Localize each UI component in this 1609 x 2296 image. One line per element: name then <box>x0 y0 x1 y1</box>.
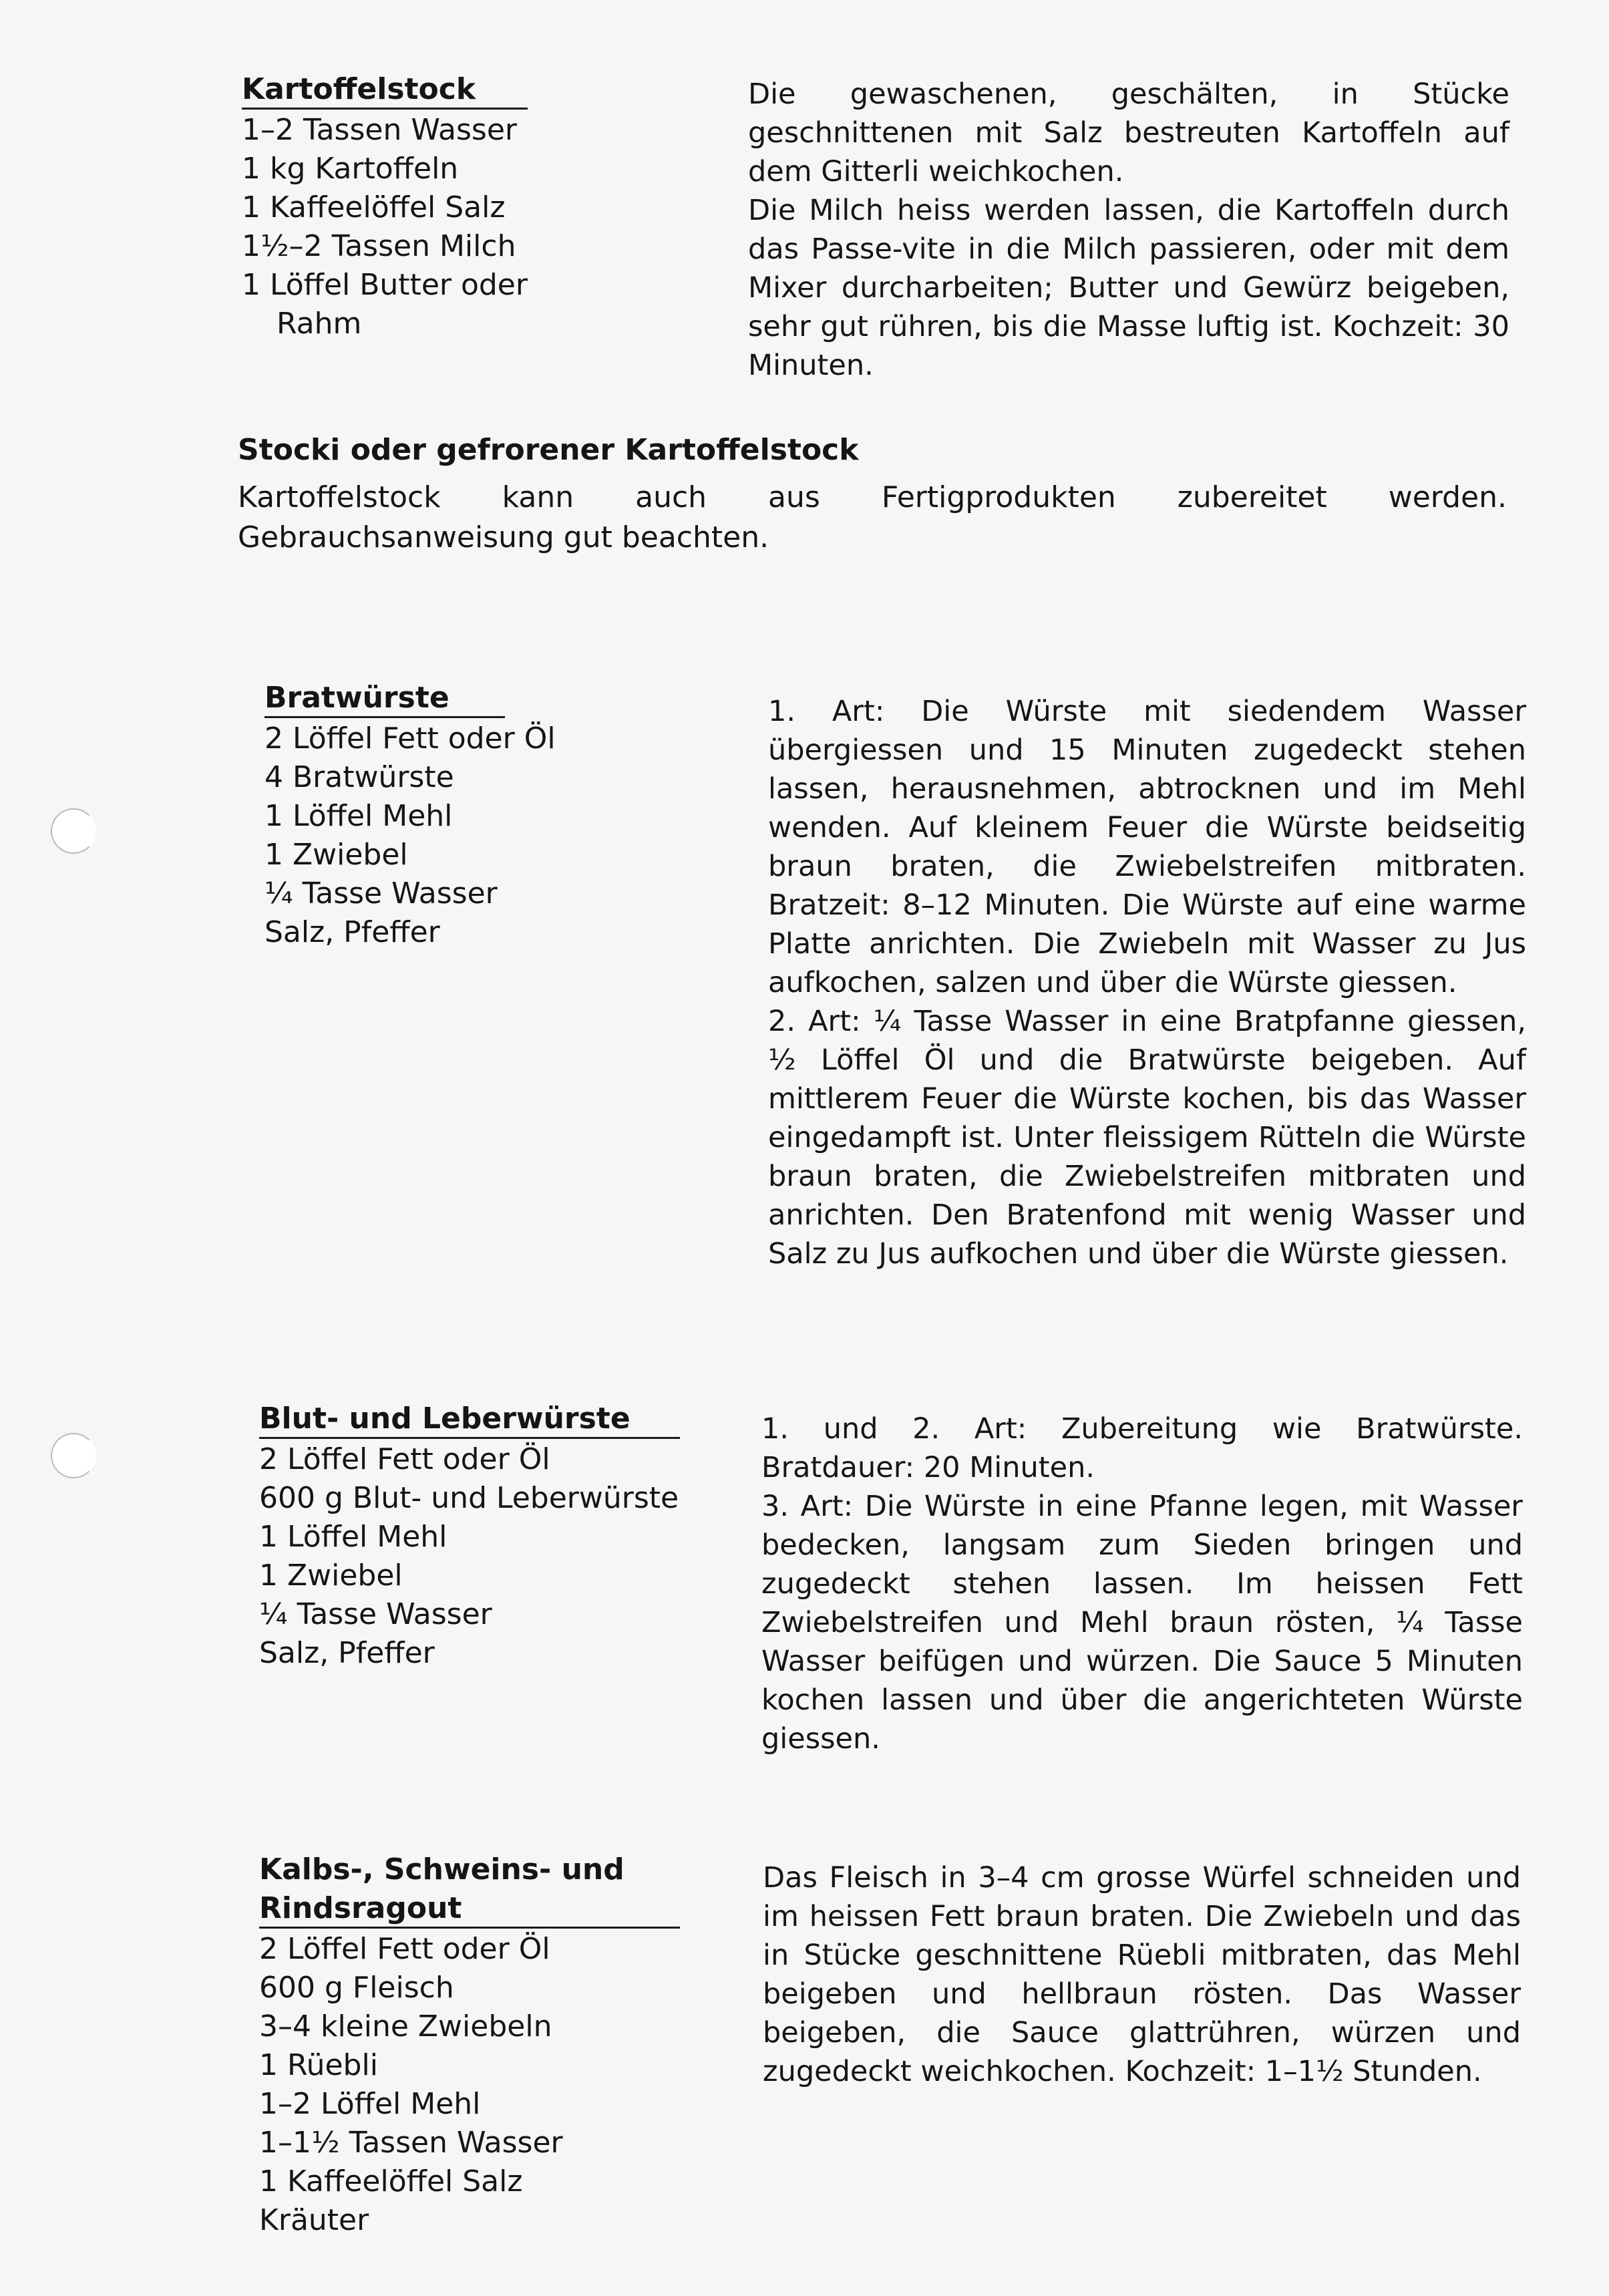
instruction-paragraph: 3. Art: Die Würste in eine Pfanne legen, mit Wasser bedecken, langsam zum Sieden bringen und zugedeckt stehen lassen. Im heissen Fett Zwiebelstreifen und Mehl braun rösten, ¼ Tasse Wasser beifügen und würzen. Die Sauce 5 Minuten kochen lassen und über die angerichteten Würste giessen. <box>761 1490 1523 1756</box>
ingredient-list <box>259 1930 700 2240</box>
ingredient: 1 Kaffeelöffel Salz <box>259 2164 523 2198</box>
ragout-instructions <box>763 1858 1521 2091</box>
ingredient: 1–2 Löffel Mehl <box>259 2087 481 2121</box>
ingredient-list <box>259 1440 740 1673</box>
ingredient: Salz, Pfeffer <box>264 915 440 949</box>
ingredient: 1 Löffel Mehl <box>259 1520 448 1554</box>
kartoffelstock-ingredients-block <box>242 70 556 343</box>
instruction-paragraph: 1. Art: Die Würste mit siedendem Wasser übergiessen und 15 Minuten zugedeckt stehen lassen, herausnehmen, abtrocknen und im Mehl wenden. Auf kleinem Feuer die Würste beidseitig braun braten, die Zwiebelstreifen mitbraten. Bratzeit: 8–12 Minuten. Die Würste auf eine warme Platte anrichten. Die Zwiebeln mit Wasser zu Jus aufkochen, salzen und über die Würste giessen. <box>768 695 1526 999</box>
recipe-title-ragout-line2: Rindsragout <box>259 1891 462 1925</box>
ingredient: ¼ Tasse Wasser <box>264 876 498 911</box>
punch-hole <box>51 1433 96 1478</box>
punch-hole <box>51 808 96 854</box>
ingredient: 1 Löffel Butter oder <box>242 268 528 302</box>
ingredient: 4 Bratwürste <box>264 760 454 794</box>
blutwuerste-ingredients-block <box>259 1400 740 1673</box>
ingredient: ¼ Tasse Wasser <box>259 1597 492 1631</box>
ingredient: 2 Löffel Fett oder Öl <box>264 721 556 756</box>
ingredient: 1–2 Tassen Wasser <box>242 113 517 147</box>
ingredient: 1 Löffel Mehl <box>264 799 453 833</box>
recipe-title-ragout-line1: Kalbs-, Schweins- und <box>259 1852 624 1887</box>
ingredient: 2 Löffel Fett oder Öl <box>259 1932 550 1966</box>
ingredient-list <box>264 719 639 952</box>
ingredient: 1–1½ Tassen Wasser <box>259 2126 563 2160</box>
ingredient-list <box>242 111 556 343</box>
instruction-paragraph: Das Fleisch in 3–4 cm grosse Würfel schneiden und im heissen Fett braun braten. Die Zwiebeln und das in Stücke geschnittene Rüebli mitbraten, das Mehl beigeben und hellbraun rösten. Das Wasser beigeben, die Sauce glattrühren, würzen und zugedeckt weichkochen. Kochzeit: 1–1½ Stunden. <box>763 1861 1521 2088</box>
recipe-title-blutwuerste: Blut- und Leberwürste <box>259 1402 631 1436</box>
ingredient: 1 kg Kartoffeln <box>242 152 459 186</box>
ragout-ingredients-block <box>259 1850 700 2240</box>
recipe-title-kartoffelstock: Kartoffelstock <box>242 72 476 106</box>
ingredient: 1 Rüebli <box>259 2048 378 2082</box>
instruction-paragraph: 1. und 2. Art: Zubereitung wie Bratwürste. Bratdauer: 20 Minuten. <box>761 1412 1523 1484</box>
ingredient: 1 Zwiebel <box>259 1559 403 1593</box>
blutwuerste-instructions <box>761 1410 1523 1758</box>
recipe-title-stocki: Stocki oder gefrorener Kartoffelstock <box>238 433 859 467</box>
bratwuerste-instructions <box>768 692 1526 1273</box>
ingredient: Rahm <box>277 307 362 341</box>
ingredient: Salz, Pfeffer <box>259 1636 435 1670</box>
ingredient: 1 Kaffeelöffel Salz <box>242 190 506 224</box>
ingredient: 600 g Blut- und Leberwürste <box>259 1481 679 1515</box>
instruction-paragraph: Die Milch heiss werden lassen, die Kartoffeln durch das Passe-vite in die Milch passieren, oder mit dem Mixer durcharbeiten; Butter und Gewürz beigeben, sehr gut rühren, bis die Masse luftig ist. Kochzeit: 30 Minuten. <box>748 194 1509 382</box>
instruction-paragraph: Die gewaschenen, geschälten, in Stücke geschnittenen mit Salz bestreuten Kartoffeln auf dem Gitterli weichkochen. <box>748 77 1509 188</box>
bratwuerste-ingredients-block <box>264 679 639 952</box>
ingredient: 3–4 kleine Zwiebeln <box>259 2009 552 2043</box>
ingredient: 1 Zwiebel <box>264 838 408 872</box>
ingredient: 2 Löffel Fett oder Öl <box>259 1442 550 1476</box>
ingredient: 1½–2 Tassen Milch <box>242 229 516 263</box>
stocki-text: Kartoffelstock kann auch aus Fertigprodukten zubereitet werden. Gebrauchsanweisung gut beachten. <box>238 480 1507 554</box>
recipe-title-bratwuerste: Bratwürste <box>264 681 450 715</box>
stocki-block <box>238 431 1507 558</box>
ingredient: 600 g Fleisch <box>259 1971 454 2005</box>
kartoffelstock-instructions <box>748 75 1509 385</box>
ingredient: Kräuter <box>259 2203 369 2237</box>
instruction-paragraph: 2. Art: ¼ Tasse Wasser in eine Bratpfanne giessen, ½ Löffel Öl und die Bratwürste beigeben. Auf mittlerem Feuer die Würste kochen, bis das Wasser eingedampft ist. Unter fleissigem Rütteln die Würste braun braten, die Zwiebelstreifen mitbraten und anrichten. Den Bratenfond mit wenig Wasser und Salz zu Jus aufkochen und über die Würste giessen. <box>768 1005 1526 1271</box>
